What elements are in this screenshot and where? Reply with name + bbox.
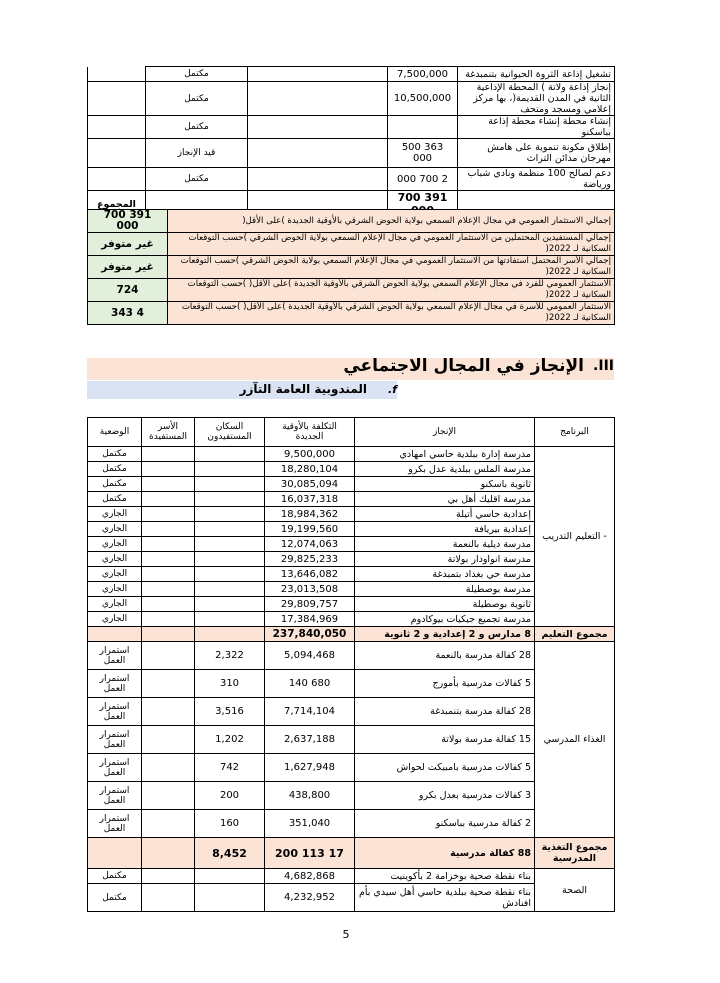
project-cell: إعدادية حاسي أتيلة bbox=[355, 507, 535, 522]
total-label: المجموع bbox=[88, 191, 146, 218]
note-cell bbox=[248, 168, 388, 191]
summary-label: الاستثمار العمومي للأسرة في مجال الإعلام السمعي بولاية الحوض الشرقي بالأوقية الجديدة )على الأقل( )حسب التوقعات السكانية لـ 2022( bbox=[168, 302, 615, 325]
total-cost: 17 113 200 bbox=[265, 838, 355, 869]
cost-cell: 12,074,063 bbox=[265, 537, 355, 552]
project-cell: مدرسة ديلية بالنعمة bbox=[355, 537, 535, 552]
total-project: 88 كفالة مدرسية bbox=[355, 838, 535, 869]
header-cost: التكلفة بالأوقية الجديدة bbox=[265, 418, 355, 447]
status-cell: مكتمل bbox=[88, 447, 142, 462]
status-cell: استمرار العمل bbox=[88, 810, 142, 838]
cost-cell: 680 140 bbox=[265, 670, 355, 698]
header-families: الأسر المستفيدة bbox=[142, 418, 195, 447]
table-row bbox=[88, 139, 615, 168]
total-value: 391 700 bbox=[388, 191, 458, 218]
cost-cell: 23,013,508 bbox=[265, 582, 355, 597]
note-cell bbox=[248, 67, 388, 82]
status-cell: الجاري bbox=[88, 522, 142, 537]
project-cell: 28 كفالة مدرسة بتنمبدغة bbox=[355, 698, 535, 726]
social-projects-table bbox=[87, 417, 615, 912]
cost-cell: 4,232,952 bbox=[265, 884, 355, 912]
table-row bbox=[88, 869, 615, 884]
project-cell: 5 كفالات مدرسية بأمورج bbox=[355, 670, 535, 698]
project-cell: إطلاق مكونة تنموية على هامش مهرجان مدائن التراث bbox=[458, 139, 615, 168]
cost-cell: 2 700 000 bbox=[388, 168, 458, 191]
cost-cell: 438,800 bbox=[265, 782, 355, 810]
summary-value: غير متوفر bbox=[88, 256, 168, 279]
education-total-row bbox=[88, 627, 615, 642]
cost-cell: 13,646,082 bbox=[265, 567, 355, 582]
status-cell: مكتمل bbox=[146, 116, 248, 139]
project-cell: مدرسة الملس ببلدية عدل بكرو bbox=[355, 462, 535, 477]
status-cell: استمرار العمل bbox=[88, 782, 142, 810]
summary-label: إجمالي الاستثمار العمومي في مجال الإعلام السمعي بولاية الحوض الشرقي بالأوقية الجديدة )على الأقل( bbox=[168, 210, 615, 233]
subsection-title: المندوبية العامة التآزر bbox=[239, 382, 367, 396]
summary-label: إجمالي المستفيدين المحتملين من الاستثمار العمومي في مجال الإعلام السمعي بولاية الحوض الشرقي )حسب التوقعات السكانية لـ 2022( bbox=[168, 233, 615, 256]
cost-cell: 17,384,969 bbox=[265, 612, 355, 627]
population-cell: 200 bbox=[195, 782, 265, 810]
status-cell: مكتمل bbox=[146, 168, 248, 191]
summary-value: 724 bbox=[88, 279, 168, 302]
program-cell bbox=[88, 116, 146, 139]
program-cell bbox=[88, 82, 146, 116]
summary-value: 4 343 bbox=[88, 302, 168, 325]
cost-cell: 18,984,362 bbox=[265, 507, 355, 522]
total-project: 8 مدارس و 2 إعدادية و 2 ثانوية bbox=[355, 627, 535, 642]
cost-cell: 9,500,000 bbox=[265, 447, 355, 462]
subsection-number: f. bbox=[388, 383, 397, 396]
status-cell: مكتمل bbox=[88, 869, 142, 884]
status-cell: الجاري bbox=[88, 537, 142, 552]
header-project: الإنجاز bbox=[355, 418, 535, 447]
population-cell: 1,202 bbox=[195, 726, 265, 754]
project-cell: 28 كفالة مدرسة بالنعمة bbox=[355, 642, 535, 670]
project-cell: بناء نقطة صحية ببلدية حاسي أهل سيدي بأم افنادش bbox=[355, 884, 535, 912]
project-cell: إنجاز إذاعة ولاتة ) المحطة الإذاعية الثانية في المدن القديمة(، بها مركز إعلامي ومسجد ومتحف bbox=[458, 82, 615, 116]
cost-cell: 351,040 bbox=[265, 810, 355, 838]
table-row bbox=[88, 67, 615, 82]
program-health: الصحة bbox=[535, 869, 615, 912]
section-title: الإنجاز في المجال الاجتماعي bbox=[343, 356, 584, 376]
project-cell: ثانوية بوصطيلة bbox=[355, 597, 535, 612]
status-cell: استمرار العمل bbox=[88, 642, 142, 670]
program-cell bbox=[88, 67, 146, 82]
cost-cell: 363 500 000 bbox=[388, 139, 458, 168]
table-row bbox=[88, 302, 615, 325]
status-cell: الجاري bbox=[88, 567, 142, 582]
total-cost: 237,840,050 bbox=[265, 627, 355, 642]
project-cell: 3 كفالات مدرسية بعدل بكرو bbox=[355, 782, 535, 810]
nutrition-total-row bbox=[88, 838, 615, 869]
project-cell: إنشاء محطة إنشاء محطة إذاعة بباسكنو bbox=[458, 116, 615, 139]
total-population: 8,452 bbox=[195, 838, 265, 869]
cost-cell: 29,809,757 bbox=[265, 597, 355, 612]
cost-cell: 2,637,188 bbox=[265, 726, 355, 754]
project-cell: 2 كفالة مدرسية بباسكنو bbox=[355, 810, 535, 838]
table-header-row bbox=[88, 418, 615, 447]
header-population: السكان المستفيدون bbox=[195, 418, 265, 447]
total-label: مجموع التغذية المدرسية bbox=[535, 838, 615, 869]
status-cell: الجاري bbox=[88, 597, 142, 612]
cost-cell: 10,500,000 bbox=[388, 82, 458, 116]
cost-cell: 1,627,948 bbox=[265, 754, 355, 782]
table-row bbox=[88, 168, 615, 191]
status-cell: مكتمل bbox=[88, 884, 142, 912]
status-cell: استمرار العمل bbox=[88, 670, 142, 698]
section-heading bbox=[87, 358, 614, 380]
section-number: III. bbox=[593, 358, 614, 374]
status-cell: استمرار العمل bbox=[88, 698, 142, 726]
cost-cell: 16,037,318 bbox=[265, 492, 355, 507]
population-cell: 3,516 bbox=[195, 698, 265, 726]
population-cell: 310 bbox=[195, 670, 265, 698]
project-cell: مدرسة تجميع جيكيات بيوكادوم bbox=[355, 612, 535, 627]
summary-value: 391 700 000 bbox=[88, 210, 168, 233]
status-cell: مكتمل bbox=[88, 477, 142, 492]
cost-cell: 7,714,104 bbox=[265, 698, 355, 726]
population-cell: 742 bbox=[195, 754, 265, 782]
subsection-heading bbox=[87, 381, 397, 399]
summary-label: إجمالي الأسر المحتمل استفادتها من الاستثمار العمومي في مجال الإعلام السمعي بولاية الحوض الشرقي )حسب التوقعات السكانية لـ 2022( bbox=[168, 256, 615, 279]
program-cell bbox=[88, 139, 146, 168]
project-cell: مدرسة بوصطيلة bbox=[355, 582, 535, 597]
population-cell: 160 bbox=[195, 810, 265, 838]
table-row bbox=[88, 210, 615, 233]
project-cell: مدرسة اقليك أهل بي bbox=[355, 492, 535, 507]
status-cell: مكتمل bbox=[88, 462, 142, 477]
summary-label: الاستثمار العمومي للفرد في مجال الإعلام السمعي بولاية الحوض الشرقي بالأوقية الجديدة )على الأقل( )حسب التوقعات السكانية لـ 2022( bbox=[168, 279, 615, 302]
header-program: البرنامج bbox=[535, 418, 615, 447]
summary-table bbox=[87, 209, 615, 325]
status-cell: الجاري bbox=[88, 507, 142, 522]
project-cell: مدرسة إدارة ببلدية حاسي امهادي bbox=[355, 447, 535, 462]
cost-cell: 29,825,233 bbox=[265, 552, 355, 567]
cost-cell bbox=[388, 116, 458, 139]
status-cell: مكتمل bbox=[88, 492, 142, 507]
cost-cell: 7,500,000 bbox=[388, 67, 458, 82]
note-cell bbox=[248, 82, 388, 116]
project-cell: مدرسة حي بغداد بتمبدغة bbox=[355, 567, 535, 582]
cost-cell: 18,280,104 bbox=[265, 462, 355, 477]
status-cell: استمرار العمل bbox=[88, 726, 142, 754]
table-row bbox=[88, 233, 615, 256]
cost-cell: 30,085,094 bbox=[265, 477, 355, 492]
project-cell: 15 كفالة مدرسة بولاتة bbox=[355, 726, 535, 754]
project-cell: بناء نقطة صحية بوخزامة 2 بأكوينيت bbox=[355, 869, 535, 884]
project-cell: إعدادية بيريافة bbox=[355, 522, 535, 537]
total-label: مجموع التعليم bbox=[535, 627, 615, 642]
project-cell: 5 كفالات مدرسية بامبيكت لحواش bbox=[355, 754, 535, 782]
cost-cell: 19,199,560 bbox=[265, 522, 355, 537]
population-cell: 2,322 bbox=[195, 642, 265, 670]
program-nutrition: الغذاء المدرسي bbox=[535, 642, 615, 838]
table-row bbox=[88, 256, 615, 279]
project-cell: مدرسة انواودار بولاتة bbox=[355, 552, 535, 567]
note-cell bbox=[248, 116, 388, 139]
table-row bbox=[88, 279, 615, 302]
summary-value: غير متوفر bbox=[88, 233, 168, 256]
status-cell: الجاري bbox=[88, 582, 142, 597]
header-status: الوضعية bbox=[88, 418, 142, 447]
table-row bbox=[88, 116, 615, 139]
program-education: - التعليم التدريب bbox=[535, 447, 615, 627]
project-cell: تشغيل إذاعة الثروة الحيوانية بتنمبدغة bbox=[458, 67, 615, 82]
project-cell: دعم لصالح 100 منظمة ونادي شباب ورياضة bbox=[458, 168, 615, 191]
project-cell: ثانوية باسكنو bbox=[355, 477, 535, 492]
program-cell bbox=[88, 168, 146, 191]
table-row bbox=[88, 642, 615, 670]
status-cell: استمرار العمل bbox=[88, 754, 142, 782]
status-cell: مكتمل bbox=[146, 67, 248, 82]
cost-cell: 5,094,468 bbox=[265, 642, 355, 670]
status-cell: مكتمل bbox=[146, 82, 248, 116]
cost-cell: 4,682,868 bbox=[265, 869, 355, 884]
table-row bbox=[88, 82, 615, 116]
infrastructure-table bbox=[87, 66, 615, 218]
table-row bbox=[88, 447, 615, 462]
note-cell bbox=[248, 139, 388, 168]
status-cell: الجاري bbox=[88, 612, 142, 627]
page-number: 5 bbox=[342, 928, 350, 941]
status-cell: قيد الإنجاز bbox=[146, 139, 248, 168]
status-cell: الجاري bbox=[88, 552, 142, 567]
